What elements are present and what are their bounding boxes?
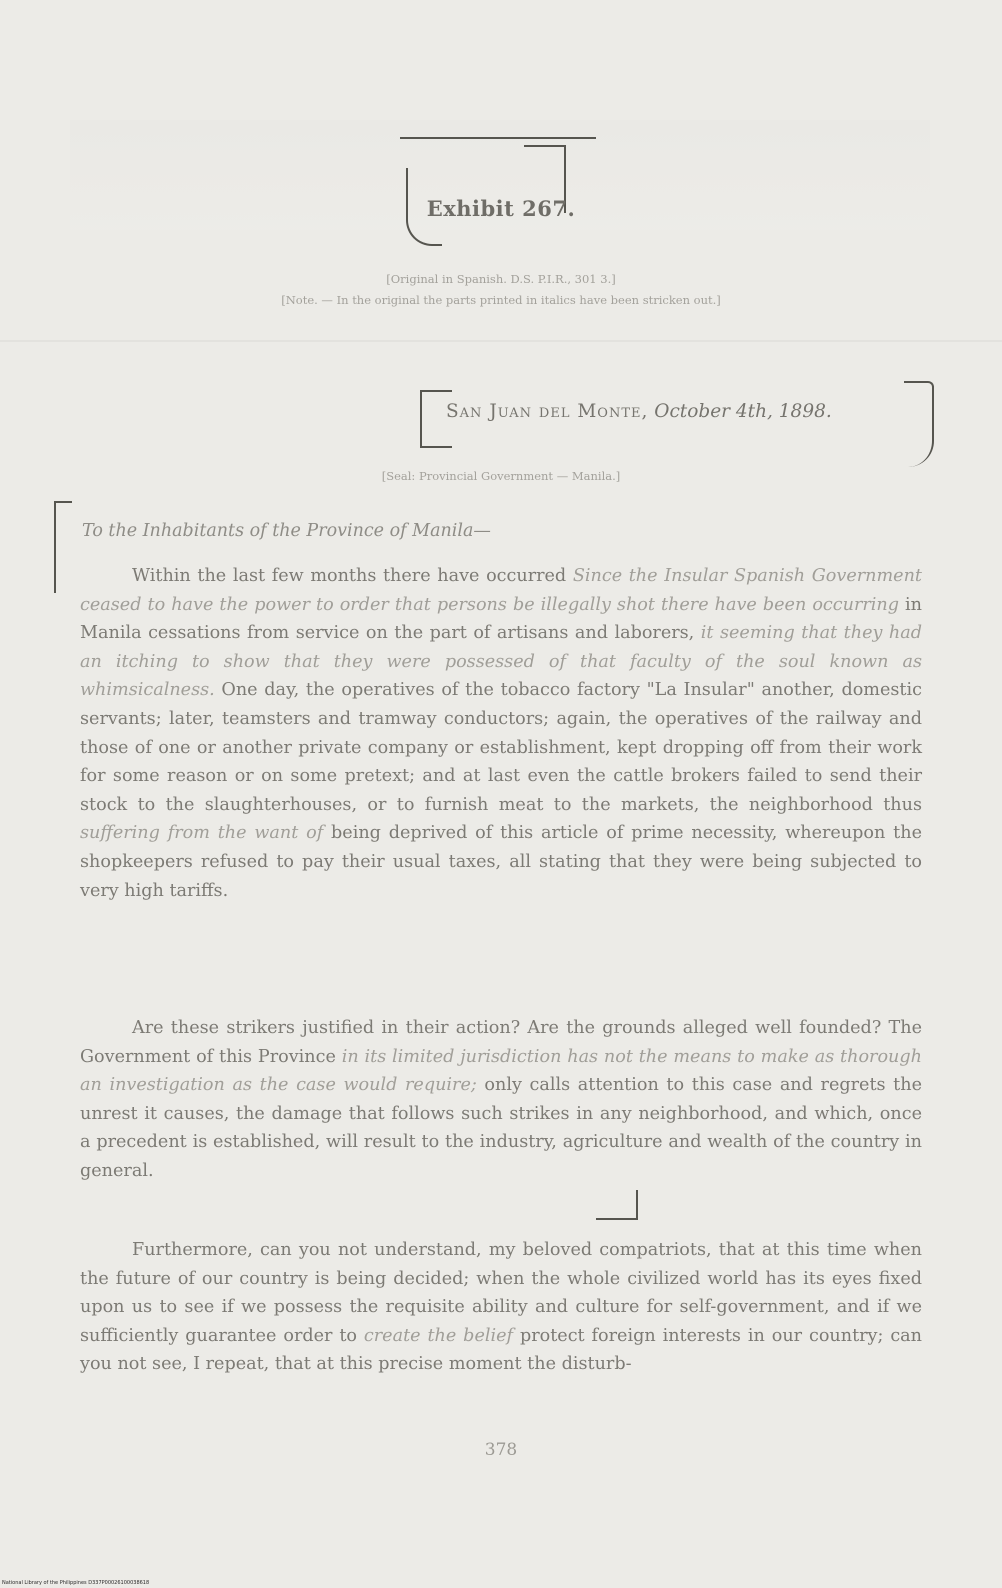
pen-bracket-dateline-right <box>904 381 934 467</box>
text-run: One day, the operatives of the tobacco factory "La Insular" another, domestic servants; later, teamsters and tramway conductors; again, the operatives of the railway and those of one or another private company or establishment, kept dropping off from their work for some reason or on some pretext; and at last even the cattle brokers failed to send their stock to the slaughterhouses, or to furnish meat to the markets, the neighborhood thus <box>80 680 922 815</box>
pen-bracket-margin <box>54 501 72 593</box>
text-run: in Manila cessations from service on the part of artisans and laborers, <box>80 594 922 644</box>
stricken-text: it seeming that they had an itching to show that they were possessed of that faculty of the soul known as whimsicalness. <box>80 623 922 701</box>
exhibit-title: Exhibit 267. <box>426 196 576 221</box>
text-run: protect foreign interests in our country; can you not see, I repeat, that at this precise moment the disturb- <box>80 1325 922 1375</box>
seal-note: [Seal: Provincial Government — Manila.] <box>381 469 621 483</box>
stricken-text: create the belief <box>363 1325 514 1346</box>
archive-footer: National Library of the Philippines D337P00026100038618 <box>2 1580 150 1586</box>
pen-bracket-paragraph-end <box>596 1190 638 1220</box>
page-fold-line <box>0 340 1002 342</box>
paragraph-1 <box>80 562 922 905</box>
text-run: being deprived of this article of prime necessity, whereupon the shopkeepers refused to pay their usual taxes, all stating that they were being subjected to very high tariffs. <box>80 823 922 901</box>
salutation: To the Inhabitants of the Province of Manila— <box>82 521 491 541</box>
paragraph-3 <box>80 1236 922 1379</box>
dateline <box>446 401 926 422</box>
original-language-note: [Original in Spanish. D.S. P.I.R., 301 3.] <box>386 272 616 286</box>
dateline-date: October 4th, 1898. <box>654 401 832 422</box>
stricken-text: in its limited jurisdiction has not the means to make as thorough an investigation as the case would require; <box>80 1046 922 1096</box>
paragraph-2 <box>80 1014 922 1186</box>
text-run: Are these strikers justified in their action? Are the grounds alleged well founded? The Government of this Province <box>80 1018 922 1067</box>
stricken-text: Since the Insular Spanish Government ceased to have the power to order that persons be illegally shot there have been occurring <box>80 566 922 615</box>
stricken-text: suffering from the want of <box>80 823 324 844</box>
text-run: Within the last few months there have occurred <box>132 566 573 586</box>
dateline-place: San Juan del Monte, <box>446 401 649 422</box>
page-number: 378 <box>484 1440 518 1460</box>
pen-mark-top-line <box>400 137 596 139</box>
text-run: Furthermore, can you not understand, my beloved compatriots, that at this time when the future of our country is being decided; when the whole civilized world has its eyes fixed upon us to see if we possess the requisite ability and culture for self-government, and if we sufficiently guarantee order to <box>80 1240 922 1346</box>
text-run: only calls attention to this case and regrets the unrest it causes, the damage that follows such strikes in any neighborhood, and which, once a precedent is established, will result to the industry, agriculture and wealth of the country in general. <box>80 1075 922 1181</box>
italics-note: [Note. — In the original the parts printed in italics have been stricken out.] <box>281 293 721 307</box>
